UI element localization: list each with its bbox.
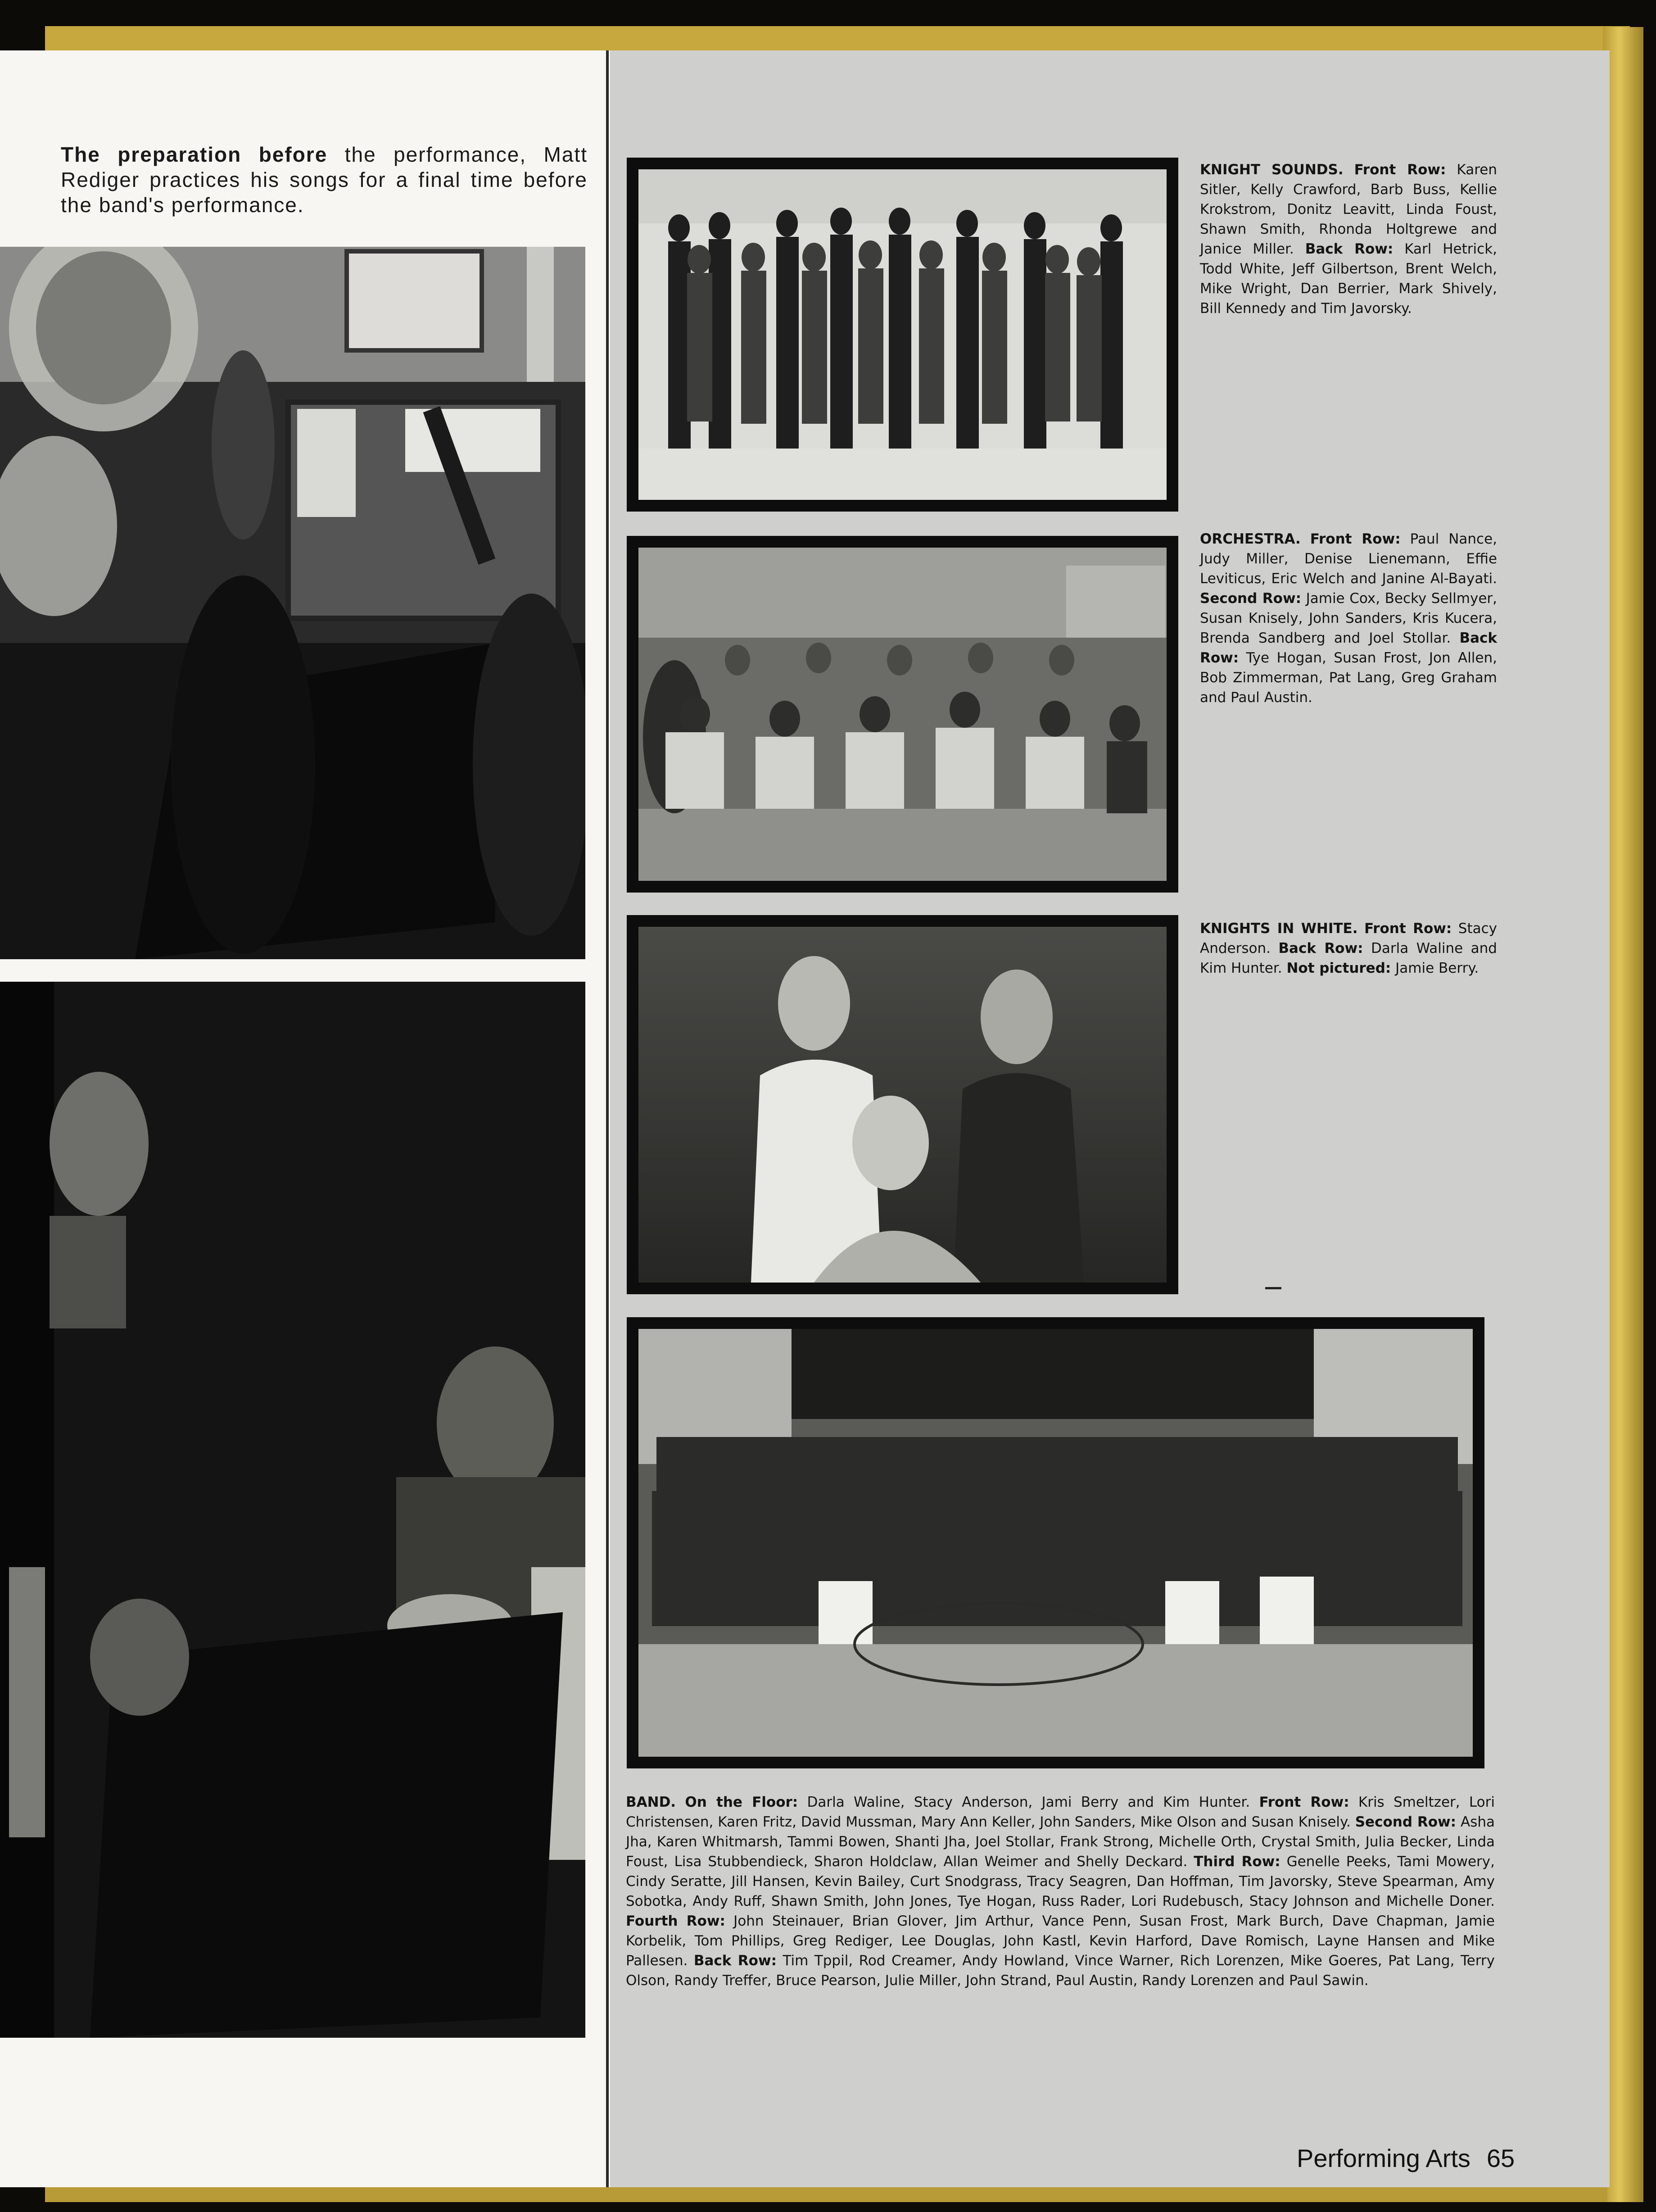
row-label: On the Floor: bbox=[685, 1794, 798, 1810]
row-label: Front Row: bbox=[1354, 162, 1446, 178]
row-label: Back Row: bbox=[1200, 630, 1497, 666]
row-names: Stacy Anderson. bbox=[1200, 920, 1498, 956]
column-divider bbox=[606, 50, 609, 2187]
row-names: Jamie Cox, Becky Sellmyer, Susan Knisely, John Sanders, Kris Kucera, Brenda Sandberg and Joel Stollar. bbox=[1200, 590, 1498, 646]
row-label: Not pictured: bbox=[1286, 960, 1391, 976]
page-edge-top bbox=[45, 26, 1630, 54]
row-names: Asha Jha, Karen Whitmarsh, Tammi Bowen, Shanti Jha, Joel Stollar, Frank Strong, Michelle Orth, Crystal Smith, Julia Becker, Linda Foust, Lisa Stubbendieck, Sharon Holdclaw, Allan Weimer and Shelly Deckard. bbox=[626, 1814, 1495, 1870]
row-label: Second Row: bbox=[1355, 1814, 1457, 1830]
photo-cellist bbox=[0, 982, 585, 2038]
row-label: Back Row: bbox=[1305, 241, 1394, 257]
row-names: Kris Smeltzer, Lori Christensen, Karen Fritz, David Mussman, Mary Ann Keller, John Sanders, Mike Olson and Susan Knisely. bbox=[626, 1794, 1495, 1830]
row-names: Tye Hogan, Susan Frost, Jon Allen, Bob Zimmerman, Pat Lang, Greg Graham and Paul Austin. bbox=[1200, 650, 1497, 706]
row-names: Karl Hetrick, Todd White, Jeff Gilbertson, Brent Welch, Mike Wright, Dan Berrier, Mark Shively, Bill Kennedy and Tim Javorsky. bbox=[1200, 241, 1497, 317]
row-label: Back Row: bbox=[1278, 940, 1363, 956]
page-number: 65 bbox=[1486, 2144, 1515, 2172]
photo-band bbox=[627, 1317, 1484, 1768]
rediger-caption bbox=[61, 142, 588, 218]
section-title: Performing Arts bbox=[1297, 2144, 1470, 2172]
caption-orchestra bbox=[1200, 529, 1497, 707]
row-label: Second Row: bbox=[1200, 590, 1302, 607]
photo-band-room bbox=[0, 247, 585, 959]
row-label: Front Row: bbox=[1364, 920, 1452, 937]
page-footer bbox=[1297, 2144, 1515, 2173]
caption-title: KNIGHTS IN WHITE. bbox=[1200, 920, 1358, 937]
caption-title: KNIGHT SOUNDS. bbox=[1200, 162, 1344, 178]
row-names: Tim Tppil, Rod Creamer, Andy Howland, Vince Warner, Rich Lorenzen, Mike Goeres, Pat Lang, Terry Olson, Randy Treffer, Bruce Pearson, Julie Miller, John Strand, Paul Austin, Randy Lorenzen and Paul Sawin. bbox=[626, 1953, 1495, 1989]
caption-band bbox=[626, 1792, 1495, 1990]
row-label: Front Row: bbox=[1259, 1794, 1349, 1810]
row-names: Karen Sitler, Kelly Crawford, Barb Buss, Kellie Krokstrom, Donitz Leavitt, Linda Foust, Shawn Smith, Rhonda Holtgrewe and Janice Miller. bbox=[1200, 162, 1497, 257]
caption-knights-in-white bbox=[1200, 919, 1497, 978]
row-label: Fourth Row: bbox=[626, 1913, 725, 1929]
caption-lead: The preparation before bbox=[61, 143, 328, 166]
row-label: Front Row: bbox=[1310, 531, 1401, 547]
photo-knights-in-white bbox=[627, 915, 1178, 1294]
row-names: John Steinauer, Brian Glover, Jim Arthur, Vance Penn, Susan Frost, Mark Burch, Dave Chapman, Jamie Korbelik, Tom Phillips, Greg Rediger, Lee Douglas, John Kastl, Kevin Harford, Dave Romisch, Layne Hansen and Mike Pallesen. bbox=[626, 1913, 1495, 1969]
row-label: Third Row: bbox=[1194, 1854, 1280, 1870]
caption-title: ORCHESTRA. bbox=[1200, 531, 1301, 547]
caption-knight-sounds bbox=[1200, 160, 1497, 318]
row-names: Jamie Berry. bbox=[1395, 960, 1479, 976]
row-names: Darla Waline and Kim Hunter. bbox=[1200, 940, 1497, 976]
row-label: Back Row: bbox=[693, 1953, 777, 1969]
caption-title: BAND. bbox=[626, 1794, 676, 1810]
photo-orchestra bbox=[627, 536, 1178, 893]
row-names: Darla Waline, Stacy Anderson, Jami Berry and Kim Hunter. bbox=[807, 1794, 1250, 1810]
row-names: Paul Nance, Judy Miller, Denise Lienemann, Effie Leviticus, Eric Welch and Janine Al-Bayati. bbox=[1200, 531, 1498, 587]
stray-mark bbox=[1265, 1287, 1281, 1289]
caption-text: the performance, Matt Rediger practices his songs for a final time before the band's performance. bbox=[61, 143, 588, 217]
row-names: Genelle Peeks, Tami Mowery, Cindy Seratte, Jill Hansen, Kevin Bailey, Curt Snodgrass, Tracy Seagren, Dan Hoffman, Tim Javorsky, Steve Spearman, Amy Sobotka, Andy Ruff, Shawn Smith, John Jones, Tye Hogan, Russ Rader, Lori Rudebusch, Stacy Johnson and Michelle Doner. bbox=[626, 1854, 1495, 1909]
photo-knight-sounds bbox=[627, 158, 1178, 512]
